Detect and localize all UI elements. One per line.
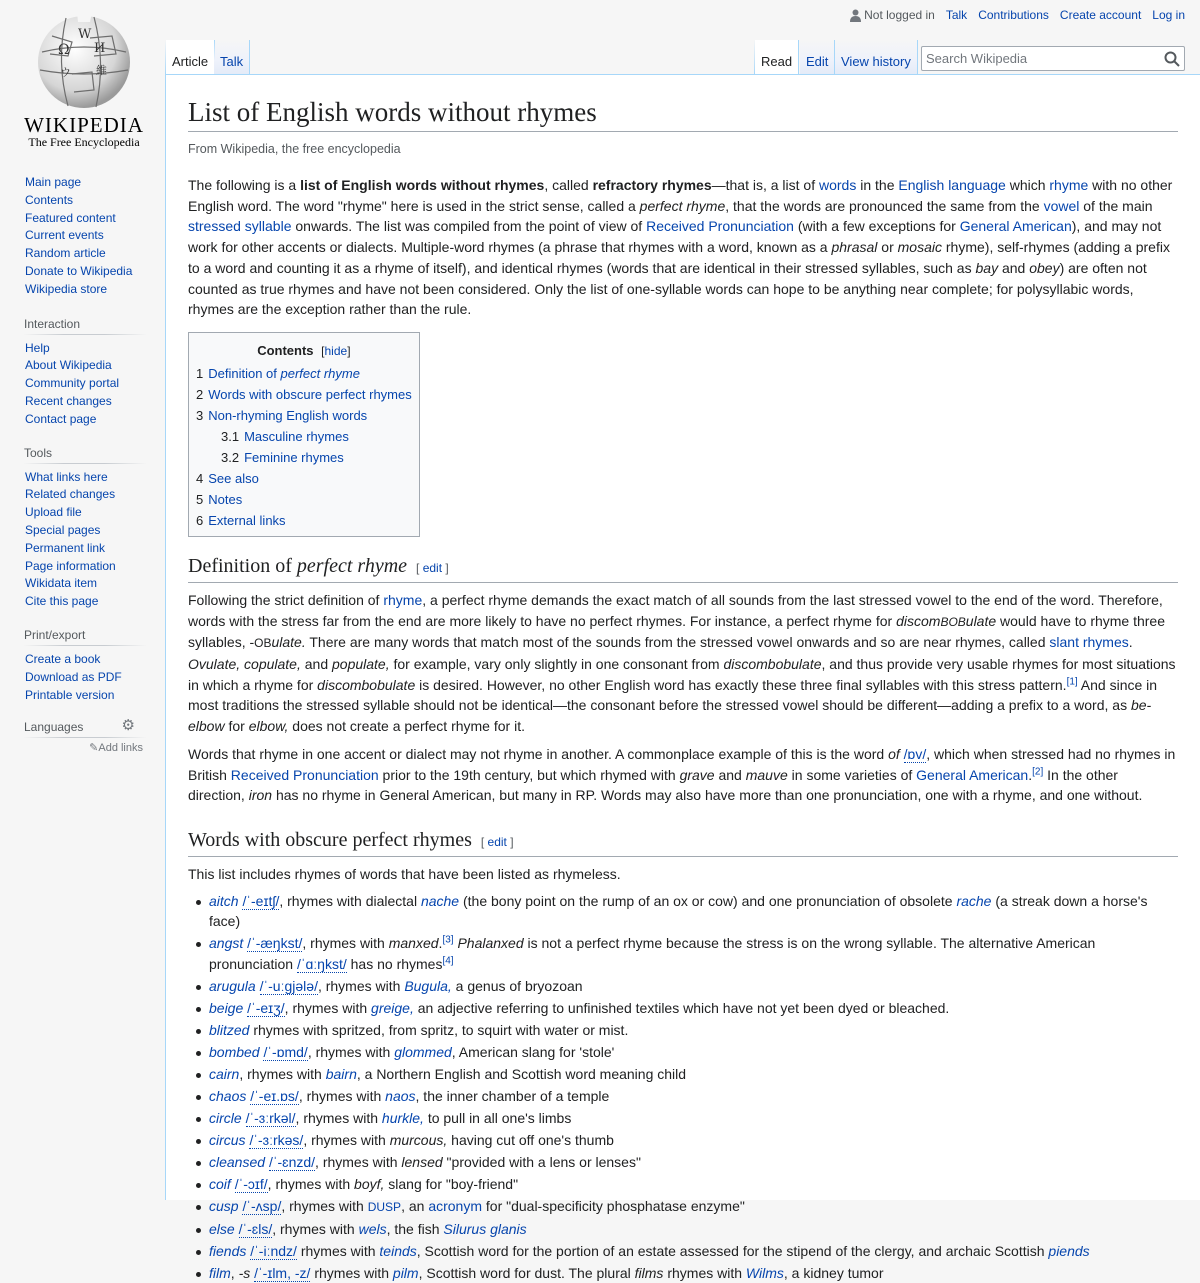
sidebar-item-contact-page[interactable]: Contact page xyxy=(25,411,97,426)
page-title: List of English words without rhymes xyxy=(188,95,1178,132)
svg-text:Ω: Ω xyxy=(58,42,70,58)
definition-paragraph-2: Words that rhyme in one accent or dialect may not rhyme in another. A commonplace example of this is the word of /ɒv/, which when stressed had no rhymes in British Received Pronunciation prior to the 19th century, but which rhymed with grave and mauve in some varieties of General American.[2] In the other direction, iron has no rhyme in General American, but many in RP. Words may also have more than one pronunciation, one with a rhyme, and one without. xyxy=(188,745,1176,804)
site-subtitle: From Wikipedia, the free encyclopedia xyxy=(188,142,401,156)
list-item: angst /ˈ-æŋkst/, rhymes with manxed.[3] Phalanxed is not a perfect rhyme because the stress is on the wrong syllable. The alternative American pronunciation /ˈɑːŋkst/ has no rhymes[4] xyxy=(209,933,1178,974)
definition-paragraph-1: Following the strict definition of rhyme, a perfect rhyme demands the exact match of all sounds from the last stressed vowel to the end of the word. Therefore, words with the stress far from the end are more likely to have no perfect rhymes. For instance, a perfect rhyme for discomBOBulate would have to rhyme three syllables, -OBulate. There are many words that match most of the sounds from the stressed vowel onwards and so are near rhymes, called slant rhymes. Ovulate, copulate, and populate, for example, vary only slightly in one consonant from discombobulate, and thus provide very usable rhymes for most situations in which a rhyme for discombobulate is desired. However, no other English word has exactly these three final syllables with this stress pattern.[1] And since in most traditions the stressed syllable should not be identical—the consonant before the stressed vowel should be different—adding a prefix to a word, as be-elbow for elbow, does not create a perfect rhyme for it. xyxy=(188,591,1176,735)
toc-item[interactable]: 4 See also xyxy=(196,470,259,486)
toc-title: Contents xyxy=(257,342,314,358)
list-item: bombed /ˈ-ɒmd/, rhymes with glommed, American slang for 'stole' xyxy=(209,1042,1178,1063)
article-content xyxy=(165,74,1200,1281)
sidebar-item-download-pdf[interactable]: Download as PDF xyxy=(25,669,122,684)
tab-talk[interactable]: Talk xyxy=(214,40,250,74)
pencil-icon: ✎ xyxy=(89,742,99,755)
list-item: aitch /ˈ-eɪtʃ/, rhymes with dialectal nache (the bony point on the rump of an ox or cow) and one pronunciation of obsolete rache (a streak down a horse's face) xyxy=(209,891,1178,932)
table-of-contents xyxy=(188,332,420,537)
sidebar-item-donate[interactable]: Donate to Wikipedia xyxy=(25,263,133,278)
toc-item[interactable]: 6 External links xyxy=(196,512,286,528)
list-item: cairn, rhymes with bairn, a Northern English and Scottish word meaning child xyxy=(209,1064,1178,1085)
sidebar-item-current-events[interactable]: Current events xyxy=(25,228,104,243)
toc-item[interactable]: 2 Words with obscure perfect rhymes xyxy=(196,386,412,402)
create-account-link[interactable]: Create account xyxy=(1059,8,1142,22)
wikipedia-globe-icon xyxy=(32,8,136,112)
svg-text:維: 維 xyxy=(96,64,107,77)
sidebar-item-featured-content[interactable]: Featured content xyxy=(25,210,116,225)
wikipedia-logo[interactable] xyxy=(14,8,154,154)
talk-link[interactable]: Talk xyxy=(945,8,968,22)
sidebar-item-upload-file[interactable]: Upload file xyxy=(25,505,82,520)
tools-portal xyxy=(25,442,153,611)
sidebar-item-about[interactable]: About Wikipedia xyxy=(25,358,112,373)
search-icon[interactable] xyxy=(1163,50,1181,68)
intro-paragraph: The following is a list of English words without rhymes, called refractory rhymes—that is, a list of words in the English language which rhyme with no other English word. The word "rhyme" here is used in the strict sense, called a perfect rhyme, that the words are pronounced the same from the vowel of the main stressed syllable onwards. The list was compiled from the point of view of Received Pronunciation (with a few exceptions for General American), and may not work for other accents or dialects. Multiple-word rhymes (a phrase that rhymes with a word, known as a phrasal or mosaic rhyme), self-rhymes (adding a prefix to a word and counting it as a rhyme of itself), and identical rhymes (words that are identical in their stressed syllables, such as bay and obey) are often not counted as true rhymes and have not been considered. Only the list of one-syllable words can hope to be anything near complete; for polysyllabic words, rhymes are the exception rather than the rule. xyxy=(188,177,1173,318)
navigation-portal xyxy=(25,174,153,299)
wikipedia-tagline: The Free Encyclopedia xyxy=(28,135,140,149)
search-input[interactable] xyxy=(922,47,1152,69)
toc-item[interactable]: 3.2 Feminine rhymes xyxy=(221,449,344,465)
list-item: film, -s /ˈ-ɪlm, -z/ rhymes with pilm, Scottish word for dust. The plural films rhymes with Wilms, a kidney tumor xyxy=(209,1263,1178,1283)
list-item: cleansed /ˈ-ɛnzd/, rhymes with lensed "provided with a lens or lenses" xyxy=(209,1152,1178,1173)
toc-item[interactable]: 5 Notes xyxy=(196,491,243,507)
list-item: else /ˈ-ɛls/, rhymes with wels, the fish Silurus glanis xyxy=(209,1219,1178,1240)
tab-article[interactable]: Article xyxy=(166,40,215,74)
list-item: coif /ˈ-ɔɪf/, rhymes with boyf, slang for "boy-friend" xyxy=(209,1174,1178,1195)
sidebar-item-random-article[interactable]: Random article xyxy=(25,246,106,261)
toc-item[interactable]: 3.1 Masculine rhymes xyxy=(221,428,349,444)
edit-section-link[interactable]: [ edit ] xyxy=(480,834,514,849)
sidebar-item-contents[interactable]: Contents xyxy=(25,192,74,207)
svg-text:W: W xyxy=(78,27,92,42)
sidebar xyxy=(0,168,165,754)
languages-heading: Languages xyxy=(24,716,146,738)
not-logged-in-status: Not logged in xyxy=(850,8,935,22)
sidebar-item-permanent-link[interactable]: Permanent link xyxy=(25,540,106,555)
print-export-heading: Print/export xyxy=(24,624,146,646)
section-intro: This list includes rhymes of words that have been listed as rhymeless. xyxy=(188,865,621,882)
search-box xyxy=(921,46,1185,71)
languages-portal xyxy=(25,716,153,738)
list-item: arugula /ˈ-uːɡjələ/, rhymes with Bugula, a genus of bryozoan xyxy=(209,976,1178,997)
svg-text:ウ: ウ xyxy=(60,66,71,79)
sidebar-item-related-changes[interactable]: Related changes xyxy=(25,487,116,502)
toc-item[interactable]: 1 Definition of perfect rhyme xyxy=(196,365,360,381)
svg-text:И: И xyxy=(94,41,106,56)
sidebar-item-wikidata-item[interactable]: Wikidata item xyxy=(25,576,98,591)
print-export-portal xyxy=(25,624,153,704)
list-item: beige /ˈ-eɪʒ/, rhymes with greige, an adjective referring to unfinished textiles which have not yet been dyed or bleached. xyxy=(209,998,1178,1019)
personal-tools xyxy=(850,8,1185,22)
user-icon xyxy=(850,9,861,22)
interaction-portal xyxy=(25,313,153,429)
section-heading-obscure: Words with obscure perfect rhymes [ edit ] xyxy=(188,827,1178,857)
obscure-rhymes-list xyxy=(188,891,1178,1283)
tab-view-history[interactable]: View history xyxy=(835,40,918,74)
list-item: fiends /ˈ-iːndz/ rhymes with teinds, Scottish word for the portion of an estate assessed for the stipend of the clergy, and archaic Scottish piends xyxy=(209,1241,1178,1262)
sidebar-item-printable-version[interactable]: Printable version xyxy=(25,687,115,702)
sidebar-item-create-book[interactable]: Create a book xyxy=(25,651,101,666)
list-item: cusp /ˈ-ʌsp/, rhymes with DUSP, an acronym for "dual-specificity phosphatase enzyme" xyxy=(209,1196,1178,1218)
list-item: blitzed rhymes with spritzed, from spritz, to squirt with water or mist. xyxy=(209,1020,1178,1041)
sidebar-item-main-page[interactable]: Main page xyxy=(25,175,82,189)
sidebar-item-community-portal[interactable]: Community portal xyxy=(25,376,120,391)
sidebar-item-page-information[interactable]: Page information xyxy=(25,558,116,573)
sidebar-item-cite-this-page[interactable]: Cite this page xyxy=(25,594,99,609)
tab-read[interactable]: Read xyxy=(755,40,799,74)
list-item: chaos /ˈ-eɪ.ɒs/, rhymes with naos, the inner chamber of a temple xyxy=(209,1086,1178,1107)
add-links-link[interactable]: ✎Add links xyxy=(89,742,143,755)
sidebar-item-what-links-here[interactable]: What links here xyxy=(25,469,108,484)
tools-heading: Tools xyxy=(24,442,146,464)
log-in-link[interactable]: Log in xyxy=(1152,8,1185,22)
sidebar-item-special-pages[interactable]: Special pages xyxy=(25,522,101,537)
gear-icon[interactable]: ⚙ xyxy=(121,717,135,735)
section-heading-definition: Definition of perfect rhyme [ edit ] xyxy=(188,553,1178,583)
sidebar-item-help[interactable]: Help xyxy=(25,340,50,355)
contributions-link[interactable]: Contributions xyxy=(978,8,1049,22)
list-item: circus /ˈ-ɜːrkəs/, rhymes with murcous, having cut off one's thumb xyxy=(209,1130,1178,1151)
wikipedia-wordmark: WIKIPEDIA xyxy=(24,113,144,137)
sidebar-item-recent-changes[interactable]: Recent changes xyxy=(25,393,112,408)
tab-edit[interactable]: Edit xyxy=(800,40,835,74)
toc-item[interactable]: 3 Non-rhyming English words xyxy=(196,407,368,423)
edit-section-link[interactable]: [ edit ] xyxy=(416,560,449,575)
list-item: circle /ˈ-ɜːrkəl/, rhymes with hurkle, to pull in all one's limbs xyxy=(209,1108,1178,1129)
toc-hide-toggle[interactable]: [hide] xyxy=(321,343,351,358)
sidebar-item-store[interactable]: Wikipedia store xyxy=(25,281,108,296)
interaction-heading: Interaction xyxy=(24,313,146,335)
